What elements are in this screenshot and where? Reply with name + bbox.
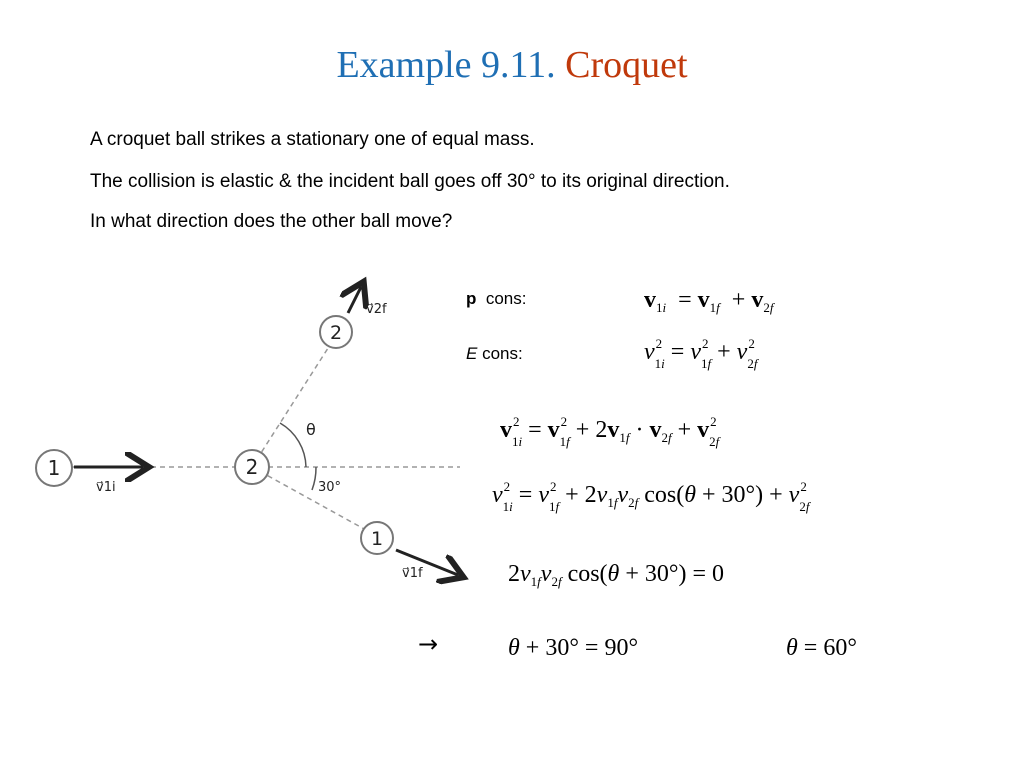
theta-result-equation: θ = 60°: [786, 635, 857, 661]
theta-arc: [280, 423, 306, 467]
problem-line-1: A croquet ball strikes a stationary one of equal mass.: [90, 129, 535, 150]
ball-1-initial-number: 1: [47, 456, 61, 480]
energy-cons-text: cons:: [482, 344, 523, 363]
ball-2-center-number: 2: [245, 455, 259, 479]
collision-diagram: [30, 265, 470, 595]
ball2-path-line: [252, 345, 330, 467]
angle-sum-equation: θ + 30° = 90°: [508, 635, 639, 661]
title-sub: Croquet: [565, 44, 688, 86]
right-arrow-icon: →: [418, 630, 439, 658]
theta-label: θ: [306, 420, 316, 439]
energy-conservation-label: [466, 343, 523, 365]
energy-equation: v 2 1i = v 2 1f + v 2 2f: [644, 336, 758, 371]
energy-symbol: E: [466, 344, 478, 363]
scalar-cosine-equation: v 2 1i = v 2 $1f + 2v_{1f}v_{2f}$ cos(θ + 30°) + v 2 2f: [492, 479, 810, 514]
vector-squared-equation: v 2 1i = v 2 $1f + 2v_{1f} \cdot v_{2f} + v$ 2 2f: [500, 414, 720, 449]
v2f-label: v⃗2f: [366, 302, 387, 317]
title-main: Example 9.11.: [336, 44, 556, 86]
v1i-label: v⃗1i: [96, 480, 116, 495]
momentum-symbol: p: [466, 289, 477, 308]
v2f-arrow: [348, 287, 361, 313]
momentum-conservation-label: [466, 288, 526, 310]
slide-title: [0, 40, 1024, 90]
v1f-label: v⃗1f: [402, 566, 423, 581]
thirty-degree-label: 30°: [318, 480, 342, 495]
ball1-path-line: [252, 467, 375, 535]
momentum-equation: $v_{1i} = v_{1f} + v_{2f}$: [644, 287, 774, 315]
momentum-cons-text: cons:: [485, 289, 527, 308]
problem-line-3: In what direction does the other ball move?: [90, 211, 453, 232]
ball-1-final-number: 1: [370, 528, 384, 550]
thirty-degree-arc: [312, 467, 316, 490]
zero-dot-product-equation: $2v_{1f}v_{2f}$ cos(θ + 30°) = 0: [508, 561, 725, 589]
ball-2-final-number: 2: [329, 322, 343, 344]
problem-line-2: The collision is elastic & the incident ball goes off 30° to its original direction.: [90, 171, 730, 192]
